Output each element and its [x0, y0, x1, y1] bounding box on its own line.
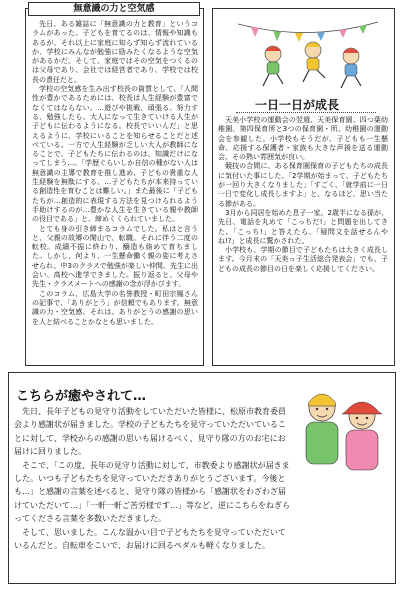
bunting-flag [359, 25, 367, 34]
bottom-paragraph-2: そこで、「この度、長年の見守り活動に対して、市教委より感謝状が届きました。いつも子どもたちを見守っていただきありがとうございます。今後とも…」と感謝の言葉を述べると、見守り隊の皆様から「感謝状をわざわざ届けていただいて…」「一軒一軒ご苦労様です…」等など、逆にこちらをねぎらってくださる言葉を多数いただきました。 [14, 460, 290, 524]
right-paragraph-2: 競技の合間に、ある保育園保育の子どもたちの成長に気付いた事にした。「2学期が始まって、子どもたちが一回り大きくなりました」「すごく、「就学前に一日一日で変化し成長しますよ」と、なるほど、思い当たる節がある。 [218, 162, 388, 208]
volunteers-illustration [292, 382, 392, 502]
volunteer-woman [342, 402, 382, 470]
bottom-article-heading: こちらが癒やされて… [16, 389, 147, 404]
bottom-paragraph-1: 先日、長年子どもの見守り活動をしていただいた皆様に、松原市教育委員会より感謝状が届きました。学校の子どもたちを見守っていただいていることに対して、学校からの感謝の思いも届けるべく、見守り隊の方のお宅にお届けに回りました。 [14, 407, 286, 457]
left-article-heading: 無意識の力と空気感 [28, 2, 200, 16]
bunting-flag [295, 33, 303, 42]
child-figure-3 [341, 48, 361, 88]
child-figure-1 [263, 46, 283, 86]
left-paragraph-2: 学校の空気感を生み出す校長の資質として、「人間性が豊かであるためには、校長は人生経験が豊富でなくてはならない。…遊びや挑戦、頑張る、努力する、勉強したら、大人になって生きていける人生が子どもに伝わるようになる。校長でいいんだ」と思えるように、学校にいることを知らせることだと述べている。一方で人生経験が乏しい大人が教師になることで、子どもたちに伝わるのは、知識だけになってしまう…。「学歴ぐらいしか自信の種がない人は無意識の主導で教育を推し進め、子どもの貴重な人生経験を無駄にする。…子どもたちが本来持っている創造性を育むことは難しい。」また最後に「子どもたちが…創造的に表現する方法を見つけられるよう手助けするのが…豊かな人生を生きている親や教師の役目である」と、締めくくられていました。 [32, 85, 198, 224]
right-paragraph-1: 天美小学校の運動会の翌週、天美保育園、四つ葉幼稚園、第四保育所と3つの保育園・所、幼稚園の運動会を参観した。小学校もそうだが、子どもも一生懸命、応援する保護者・家族も大きな声援を送る運動会。その熱い雰囲気が良い。 [218, 116, 388, 162]
right-article-body [218, 116, 388, 274]
left-paragraph-3: とても身の引き締まるコラムでした。私はと言うと、父親の故郷の閑山で、転職。それに伴う二度の転校。成績不振に終わり、醸造も絡めて育ちました。しかし、何より、一生懸命働く親の姿に考えさせられ、中3のクラスで勉強が楽しい仲間、先生に出会い、高校へ進学できました。振り返ると、父母や先生・クラスメートへの感謝の念が浮かびます。 [32, 224, 198, 289]
left-article-body [32, 20, 198, 327]
heading-rule [236, 112, 376, 113]
right-article-heading: 一日一日が成長 [255, 98, 340, 112]
kids-running-illustration [233, 12, 383, 92]
bottom-paragraph-3: そして、思いました。こんな温かい目で子どもたちを見守っていただいているんだと。自転車をこいで、お届けに回るペダルも軽くなりました。 [14, 527, 286, 551]
bunting-flag [251, 27, 259, 37]
bunting-flag [273, 31, 281, 41]
bottom-article-body [14, 405, 290, 552]
left-paragraph-1: 先日、ある雑誌に「無意識の力と教育」というコラムがあった。子どもを育てるのは、情報や知識もあるが、それ以上に家庭に知らず知らず流れているか、学校にみんなが勉強に励みたくなるような空気があるかだ。そして、家庭ではその空気をつくるのは父母であり、会社では経営者であり、学校では校長の責任だと。 [32, 20, 198, 84]
bunting-flag [317, 32, 325, 41]
left-paragraph-4: このコラム、広島大学の名誉教授・町田宗鳳さんの記事で、「ありがとう」が信頼でもあります。無意識の力・空気感、それは、ありがとうの感謝の思いを人と結べることかなとも思いました。 [32, 289, 198, 326]
right-paragraph-4: 小学校も、学期の節目で子どもたちは大きく成長します。今月末の「天美っ子生活総合発表会」でも、子どもの成長の節目の日を楽しく応援してください。 [218, 246, 388, 273]
volunteer-man [306, 394, 338, 464]
bunting-flag [339, 29, 347, 38]
child-figure-2 [303, 42, 325, 82]
right-paragraph-3: 3月から同居を始めた息子一家。2歳半になる孫が、先日、電話を丸めて「こっちだ!」と問題を出してきた。「こっち!」と答えたら、「疑問文を話せるんやね!?」と成長に驚かされた。 [218, 208, 388, 245]
